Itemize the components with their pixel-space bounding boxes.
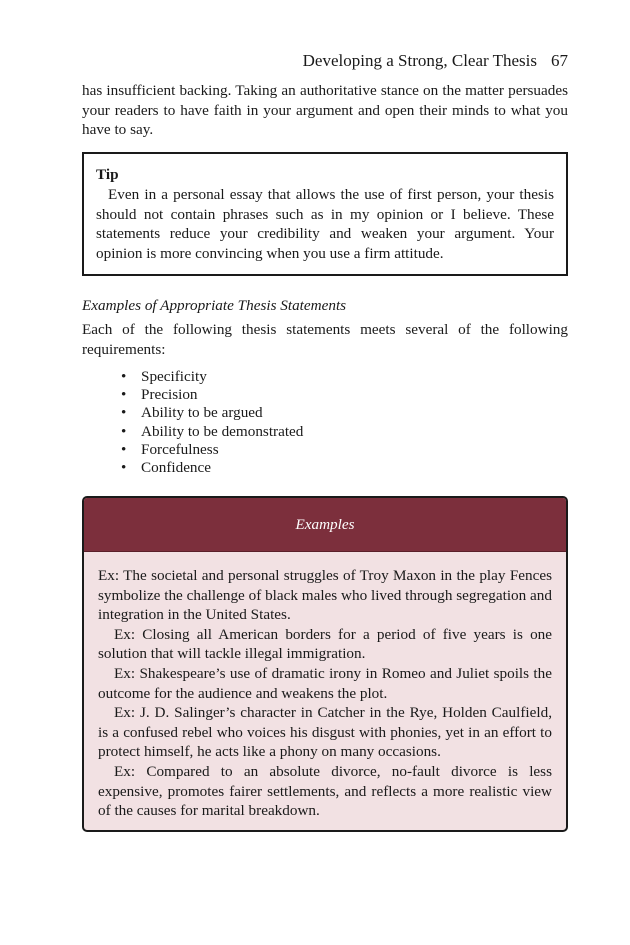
examples-box <box>82 496 568 832</box>
intro-paragraph: has insufficient backing. Taking an authoritative stance on the matter persuades your readers to have faith in your argument and open their minds to what you have to say. <box>82 82 568 139</box>
chapter-title: Developing a Strong, Clear Thesis <box>302 51 537 70</box>
example-item: Ex: Shakespeare’s use of dramatic irony in Romeo and Juliet spoils the outcome for the audience and weakens the plot. <box>98 664 552 702</box>
bullet-icon: • <box>121 368 127 385</box>
example-item: Ex: Closing all American borders for a period of five years is one solution that will tackle illegal immigration. <box>98 625 552 663</box>
tip-box <box>82 152 568 276</box>
requirements-list <box>118 368 303 477</box>
examples-body <box>84 552 566 821</box>
bullet-icon: • <box>121 422 127 440</box>
tip-title: Tip <box>96 166 119 183</box>
tip-body: Even in a personal essay that allows the use of first person, your thesis should not contain phrases such as in my opinion or I believe. These statements reduce your credibility and weaken your argument. Your opinion is more convincing when you use a firm attitude. <box>96 186 554 262</box>
bullet-icon: • <box>121 459 127 477</box>
list-item: • Ability to be argued <box>121 404 263 422</box>
example-item: Ex: Compared to an absolute divorce, no-fault divorce is less expensive, promotes fairer settlements, and reflects a more realistic view of the causes for marital breakdown. <box>98 762 552 820</box>
example-item: Ex: The societal and personal struggles of Troy Maxon in the play Fences symbolize the challenge of black males who lived through segregation and integration in the United States. <box>98 567 552 624</box>
examples-title: Examples <box>84 498 566 552</box>
running-header <box>82 50 568 72</box>
bullet-icon: • <box>121 404 127 422</box>
list-item: • Precision <box>121 386 198 404</box>
page-number: 67 <box>551 51 568 70</box>
list-item: • Forcefulness <box>121 440 219 458</box>
list-item: • Confidence <box>121 459 212 477</box>
bullet-icon: • <box>121 386 127 404</box>
section-paragraph: Each of the following thesis statements meets several of the following requirements: <box>82 321 568 358</box>
list-item: • Ability to be demonstrated <box>121 422 304 440</box>
bullet-icon: • <box>121 440 127 458</box>
example-item: Ex: J. D. Salinger’s character in Catcher in the Rye, Holden Caulfield, is a confused rebel who voices his disgust with phonies, yet in an effort to protect himself, he acts like a phony on many occasions. <box>98 704 552 761</box>
list-item: • Specificity <box>121 368 207 385</box>
section-heading: Examples of Appropriate Thesis Statements <box>82 297 347 314</box>
